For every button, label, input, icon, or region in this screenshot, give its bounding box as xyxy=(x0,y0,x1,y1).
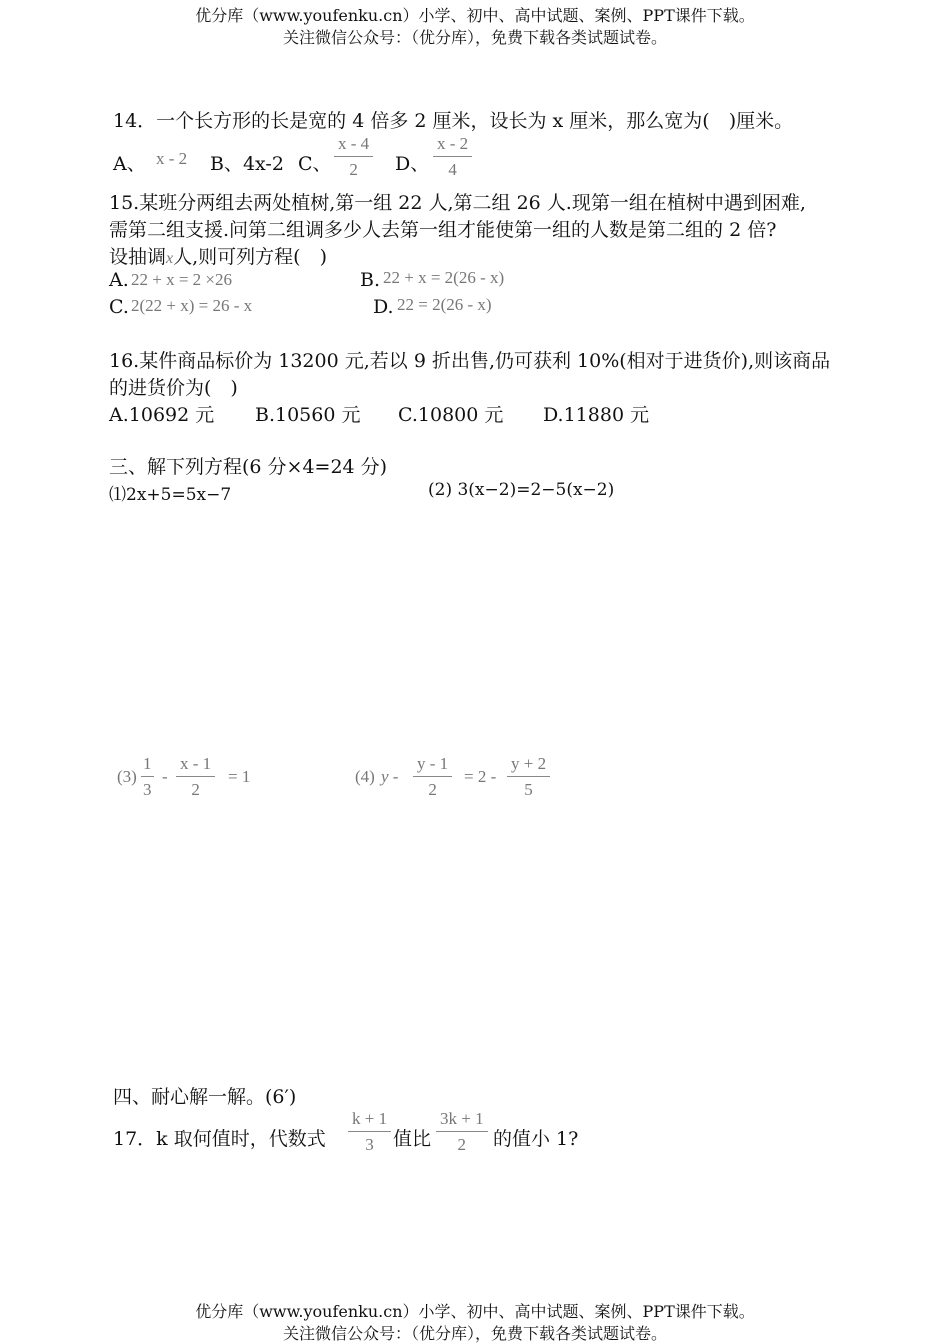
q17-f2-numerator: 3k + 1 xyxy=(436,1109,488,1132)
q15-option-b-label: B. xyxy=(360,269,381,291)
q17-post: 的值小 1? xyxy=(493,1128,579,1150)
q14-d-denominator: 4 xyxy=(448,160,457,179)
q16-option-c: C.10800 元 xyxy=(398,404,504,426)
q15-option-a-label: A. xyxy=(109,269,129,291)
header-line-1: 优分库（www.youfenku.cn）小学、初中、高中试题、案例、PPT课件下载。 xyxy=(195,6,755,25)
header-line-2: 关注微信公众号：（优分库），免费下载各类试题试卷。 xyxy=(282,28,667,47)
problem-4-fraction-2 xyxy=(507,754,550,800)
q16-option-a: A.10692 元 xyxy=(109,404,215,426)
problem-1: ⑴2x+5=5x−7 xyxy=(109,485,232,505)
problem-3-minus: - xyxy=(162,767,168,786)
problem-3-fraction-1 xyxy=(141,754,154,800)
problem-4-fraction-1 xyxy=(413,754,452,800)
q15-option-d-expr: 22 = 2(26 - x) xyxy=(397,295,492,314)
p3-f2-numerator: x - 1 xyxy=(176,754,215,777)
q17-f1-denominator: 3 xyxy=(365,1135,374,1154)
p4-f2-denominator: 5 xyxy=(524,780,533,799)
q16-line-2: 的进货价为( ) xyxy=(109,377,238,399)
q14-option-d-fraction xyxy=(433,134,472,180)
problem-4-y: y - xyxy=(381,767,399,786)
q15-option-c-label: C. xyxy=(109,296,129,318)
q17-f1-numerator: k + 1 xyxy=(348,1109,391,1132)
q14-option-c-fraction xyxy=(334,134,373,180)
q15-line-3-post: 人,则可列方程( ) xyxy=(173,246,327,268)
problem-3-label: (3) xyxy=(117,767,137,786)
q15-variable: x xyxy=(166,250,174,267)
q15-line-3 xyxy=(109,242,327,269)
q14-option-a-expr: x - 2 xyxy=(156,149,188,168)
problem-4-middle: = 2 - xyxy=(464,767,497,786)
q16-option-b: B.10560 元 xyxy=(255,404,361,426)
footer-line-2: 关注微信公众号：（优分库），免费下载各类试题试卷。 xyxy=(282,1324,667,1343)
section-3-title: 三、解下列方程(6 分×4=24 分) xyxy=(109,456,388,478)
q17-f2-denominator: 2 xyxy=(457,1135,467,1154)
q14-c-denominator: 2 xyxy=(349,160,358,179)
q16-option-d: D.11880 元 xyxy=(543,404,650,426)
p4-f2-numerator: y + 2 xyxy=(507,754,550,777)
q14-d-numerator: x - 2 xyxy=(433,134,472,157)
q17-fraction-1 xyxy=(348,1109,391,1155)
q17-fraction-2 xyxy=(436,1109,488,1155)
q14-option-a-label: A、 xyxy=(113,153,146,175)
q15-line-3-pre: 设抽调 xyxy=(109,246,167,268)
q17-pre: 17．k 取何值时，代数式 xyxy=(113,1128,326,1150)
q16-line-1: 16.某件商品标价为 13200 元,若以 9 折出售,仍可获利 10%(相对于进货价),则该商品 xyxy=(109,350,831,372)
q14-stem: 14．一个长方形的长是宽的 4 倍多 2 厘米，设长为 x 厘米，那么宽为( )厘米。 xyxy=(113,110,794,132)
section-4-title: 四、耐心解一解。(6′) xyxy=(113,1086,297,1108)
q14-c-numerator: x - 4 xyxy=(334,134,373,157)
q15-option-d-label: D. xyxy=(373,296,394,318)
problem-3-rhs: = 1 xyxy=(228,767,251,786)
problem-4-label: (4) xyxy=(355,767,375,786)
p3-f1-denominator: 3 xyxy=(143,780,152,799)
q15-option-c-expr: 2(22 + x) = 26 - x xyxy=(131,296,253,315)
q15-option-b-expr: 22 + x = 2(26 - x) xyxy=(383,268,505,287)
q14-option-c-label: C、 xyxy=(298,153,332,175)
q14-option-d-label: D、 xyxy=(395,153,430,175)
q15-option-a-expr: 22 + x = 2 ×26 xyxy=(131,270,233,289)
q14-option-b: B、4x-2 xyxy=(210,153,284,175)
footer-line-1: 优分库（www.youfenku.cn）小学、初中、高中试题、案例、PPT课件下载。 xyxy=(195,1302,755,1321)
p3-f2-denominator: 2 xyxy=(191,780,200,799)
p3-f1-numerator: 1 xyxy=(141,754,154,777)
problem-2: (2) 3(x−2)=2−5(x−2) xyxy=(428,480,615,500)
q15-line-1: 15.某班分两组去两处植树,第一组 22 人,第二组 26 人.现第一组在植树中遇到困难, xyxy=(109,192,806,214)
q17-middle: 值比 xyxy=(393,1128,432,1150)
p4-f1-denominator: 2 xyxy=(428,780,437,799)
p4-f1-numerator: y - 1 xyxy=(413,754,452,777)
problem-3-fraction-2 xyxy=(176,754,215,800)
q15-line-2: 需第二组支援.问第二组调多少人去第一组才能使第一组的人数是第二组的 2 倍? xyxy=(109,219,777,241)
